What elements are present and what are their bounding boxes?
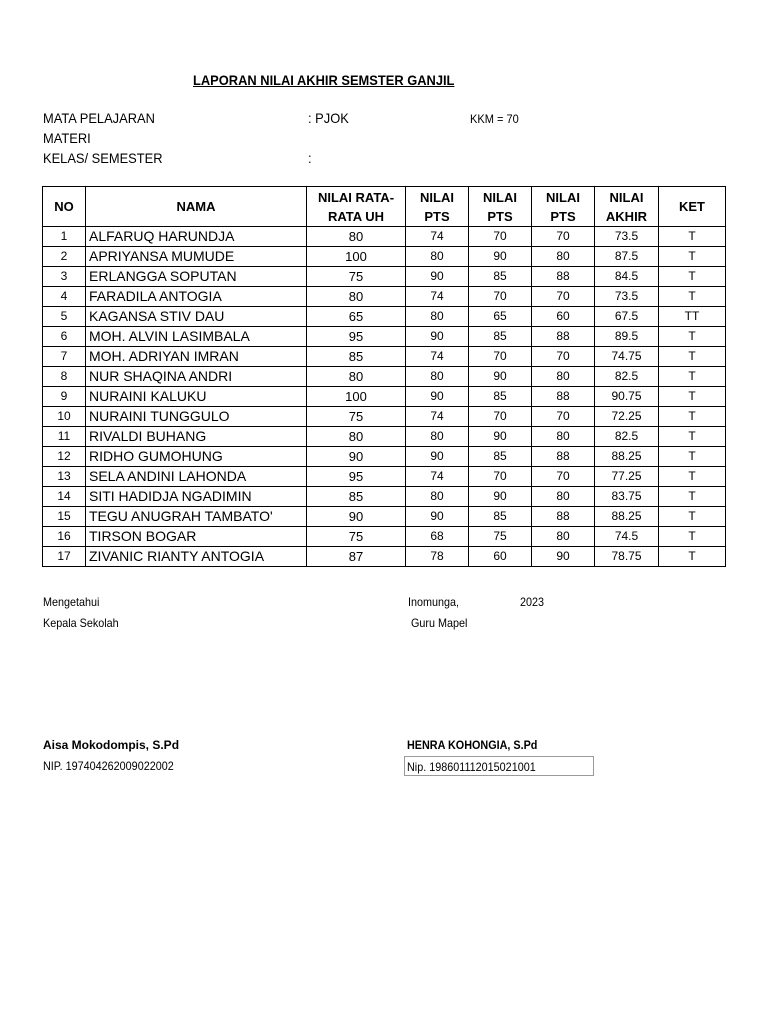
cell-nama: MOH. ADRIYAN IMRAN (86, 347, 307, 367)
cell-pts-3: 88 (532, 327, 595, 347)
table-row (43, 287, 726, 307)
cell-no: 5 (43, 307, 86, 327)
cell-pts-3: 88 (532, 267, 595, 287)
cell-pts-3: 60 (532, 307, 595, 327)
cell-nilai-akhir: 73.5 (595, 227, 659, 247)
header-nama: NAMA (86, 187, 307, 227)
table-row (43, 327, 726, 347)
cell-rata-uh: 80 (307, 287, 406, 307)
cell-nilai-akhir: 78.75 (595, 547, 659, 567)
cell-ket: T (659, 407, 726, 427)
cell-nama: ERLANGGA SOPUTAN (86, 267, 307, 287)
cell-nama: MOH. ALVIN LASIMBALA (86, 327, 307, 347)
cell-nilai-akhir: 73.5 (595, 287, 659, 307)
cell-no: 11 (43, 427, 86, 447)
cell-pts-3: 80 (532, 427, 595, 447)
cell-pts-2: 85 (469, 387, 532, 407)
kepala-sekolah-label: Kepala Sekolah (43, 616, 119, 630)
cell-pts-3: 70 (532, 347, 595, 367)
cell-nama: NURAINI TUNGGULO (86, 407, 307, 427)
cell-rata-uh: 95 (307, 327, 406, 347)
cell-no: 16 (43, 527, 86, 547)
cell-pts-3: 80 (532, 527, 595, 547)
cell-nama: ZIVANIC RIANTY ANTOGIA (86, 547, 307, 567)
header-rata: NILAI RATA- RATA UH (307, 187, 406, 227)
cell-pts-2: 70 (469, 287, 532, 307)
cell-pts-3: 70 (532, 407, 595, 427)
cell-nilai-akhir: 88.25 (595, 447, 659, 467)
table-row (43, 227, 726, 247)
cell-ket: T (659, 487, 726, 507)
table-row (43, 507, 726, 527)
cell-pts-2: 85 (469, 507, 532, 527)
cell-no: 14 (43, 487, 86, 507)
cell-pts-1: 80 (406, 487, 469, 507)
cell-pts-2: 85 (469, 447, 532, 467)
cell-ket: T (659, 467, 726, 487)
cell-no: 7 (43, 347, 86, 367)
kkm-value: KKM = 70 (470, 112, 519, 126)
cell-rata-uh: 85 (307, 487, 406, 507)
header-no: NO (43, 187, 86, 227)
cell-nilai-akhir: 77.25 (595, 467, 659, 487)
cell-ket: T (659, 387, 726, 407)
cell-rata-uh: 87 (307, 547, 406, 567)
place-label: Inomunga, (408, 595, 460, 609)
cell-ket: T (659, 327, 726, 347)
cell-rata-uh: 100 (307, 247, 406, 267)
cell-pts-3: 80 (532, 367, 595, 387)
cell-ket: T (659, 447, 726, 467)
cell-nama: TIRSON BOGAR (86, 527, 307, 547)
cell-pts-1: 80 (406, 367, 469, 387)
cell-nama: NURAINI KALUKU (86, 387, 307, 407)
cell-pts-3: 88 (532, 387, 595, 407)
cell-ket: T (659, 227, 726, 247)
cell-ket: T (659, 547, 726, 567)
cell-rata-uh: 75 (307, 267, 406, 287)
cell-nilai-akhir: 87.5 (595, 247, 659, 267)
cell-rata-uh: 80 (307, 367, 406, 387)
cell-no: 1 (43, 227, 86, 247)
year-label: 2023 (520, 595, 545, 609)
cell-pts-3: 80 (532, 487, 595, 507)
guru-mapel-label: Guru Mapel (411, 616, 468, 630)
header-ket: KET (659, 187, 726, 227)
kelas-label: KELAS/ SEMESTER (43, 150, 163, 166)
cell-pts-1: 74 (406, 467, 469, 487)
cell-pts-2: 70 (469, 407, 532, 427)
cell-pts-1: 68 (406, 527, 469, 547)
cell-nilai-akhir: 74.5 (595, 527, 659, 547)
cell-pts-2: 65 (469, 307, 532, 327)
cell-pts-1: 90 (406, 327, 469, 347)
cell-rata-uh: 65 (307, 307, 406, 327)
cell-pts-2: 70 (469, 347, 532, 367)
cell-rata-uh: 75 (307, 527, 406, 547)
cell-ket: TT (659, 307, 726, 327)
report-title: LAPORAN NILAI AKHIR SEMSTER GANJIL (193, 72, 455, 88)
mapel-value: : PJOK (308, 110, 349, 126)
cell-ket: T (659, 347, 726, 367)
cell-pts-2: 85 (469, 327, 532, 347)
cell-nilai-akhir: 72.25 (595, 407, 659, 427)
cell-nilai-akhir: 82.5 (595, 427, 659, 447)
cell-pts-1: 74 (406, 287, 469, 307)
cell-ket: T (659, 507, 726, 527)
cell-rata-uh: 100 (307, 387, 406, 407)
cell-pts-2: 85 (469, 267, 532, 287)
kelas-value: : (308, 150, 312, 166)
cell-pts-1: 80 (406, 247, 469, 267)
table-header-row (43, 187, 726, 227)
mengetahui-label: Mengetahui (43, 595, 100, 609)
cell-no: 6 (43, 327, 86, 347)
header-akhir: NILAI AKHIR (595, 187, 659, 227)
cell-rata-uh: 75 (307, 407, 406, 427)
cell-rata-uh: 95 (307, 467, 406, 487)
cell-pts-3: 88 (532, 507, 595, 527)
table-row (43, 407, 726, 427)
cell-no: 4 (43, 287, 86, 307)
cell-pts-3: 88 (532, 447, 595, 467)
cell-pts-2: 60 (469, 547, 532, 567)
header-pts-2: NILAI PTS (469, 187, 532, 227)
cell-no: 12 (43, 447, 86, 467)
cell-pts-1: 90 (406, 387, 469, 407)
cell-nilai-akhir: 88.25 (595, 507, 659, 527)
cell-pts-3: 90 (532, 547, 595, 567)
cell-ket: T (659, 427, 726, 447)
cell-pts-1: 90 (406, 447, 469, 467)
table-row (43, 387, 726, 407)
cell-no: 2 (43, 247, 86, 267)
cell-pts-2: 75 (469, 527, 532, 547)
cell-ket: T (659, 527, 726, 547)
kepala-sekolah-nip: NIP. 197404262009022002 (43, 759, 174, 773)
cell-rata-uh: 80 (307, 227, 406, 247)
cell-ket: T (659, 247, 726, 267)
table-row (43, 447, 726, 467)
cell-rata-uh: 90 (307, 447, 406, 467)
cell-pts-1: 74 (406, 227, 469, 247)
cell-no: 10 (43, 407, 86, 427)
cell-pts-2: 90 (469, 487, 532, 507)
cell-ket: T (659, 287, 726, 307)
cell-nama: RIDHO GUMOHUNG (86, 447, 307, 467)
header-pts-1: NILAI PTS (406, 187, 469, 227)
table-row (43, 267, 726, 287)
cell-rata-uh: 80 (307, 427, 406, 447)
cell-pts-2: 70 (469, 467, 532, 487)
table-row (43, 427, 726, 447)
cell-no: 8 (43, 367, 86, 387)
cell-pts-1: 78 (406, 547, 469, 567)
cell-nama: TEGU ANUGRAH TAMBATO' (86, 507, 307, 527)
cell-nama: SITI HADIDJA NGADIMIN (86, 487, 307, 507)
table-row (43, 527, 726, 547)
cell-no: 17 (43, 547, 86, 567)
cell-nilai-akhir: 89.5 (595, 327, 659, 347)
mapel-label: MATA PELAJARAN (43, 110, 155, 126)
cell-pts-1: 74 (406, 347, 469, 367)
cell-no: 9 (43, 387, 86, 407)
cell-pts-1: 74 (406, 407, 469, 427)
cell-pts-3: 70 (532, 467, 595, 487)
cell-no: 13 (43, 467, 86, 487)
cell-pts-2: 90 (469, 247, 532, 267)
table-row (43, 347, 726, 367)
header-pts-3: NILAI PTS (532, 187, 595, 227)
guru-mapel-nip: Nip. 198601112015021001 (407, 760, 536, 774)
cell-pts-1: 90 (406, 267, 469, 287)
cell-nilai-akhir: 67.5 (595, 307, 659, 327)
cell-pts-1: 90 (406, 507, 469, 527)
grades-body (43, 227, 726, 567)
cell-pts-2: 90 (469, 367, 532, 387)
cell-pts-3: 70 (532, 227, 595, 247)
cell-nilai-akhir: 74.75 (595, 347, 659, 367)
guru-mapel-name: HENRA KOHONGIA, S.Pd (407, 738, 538, 752)
cell-pts-2: 70 (469, 227, 532, 247)
table-row (43, 487, 726, 507)
cell-no: 15 (43, 507, 86, 527)
cell-rata-uh: 85 (307, 347, 406, 367)
materi-label: MATERI (43, 130, 91, 146)
cell-nama: RIVALDI BUHANG (86, 427, 307, 447)
cell-nama: NUR SHAQINA ANDRI (86, 367, 307, 387)
cell-pts-1: 80 (406, 427, 469, 447)
table-row (43, 307, 726, 327)
table-row (43, 547, 726, 567)
cell-nama: SELA ANDINI LAHONDA (86, 467, 307, 487)
table-row (43, 467, 726, 487)
cell-nama: APRIYANSA MUMUDE (86, 247, 307, 267)
cell-pts-2: 90 (469, 427, 532, 447)
cell-nilai-akhir: 82.5 (595, 367, 659, 387)
cell-ket: T (659, 267, 726, 287)
cell-nama: FARADILA ANTOGIA (86, 287, 307, 307)
cell-nama: KAGANSA STIV DAU (86, 307, 307, 327)
cell-pts-1: 80 (406, 307, 469, 327)
cell-nilai-akhir: 84.5 (595, 267, 659, 287)
cell-ket: T (659, 367, 726, 387)
cell-rata-uh: 90 (307, 507, 406, 527)
grades-table (42, 186, 726, 567)
cell-pts-3: 80 (532, 247, 595, 267)
table-row (43, 247, 726, 267)
table-row (43, 367, 726, 387)
cell-nama: ALFARUQ HARUNDJA (86, 227, 307, 247)
cell-no: 3 (43, 267, 86, 287)
cell-nilai-akhir: 83.75 (595, 487, 659, 507)
kepala-sekolah-name: Aisa Mokodompis, S.Pd (43, 738, 180, 752)
cell-pts-3: 70 (532, 287, 595, 307)
cell-nilai-akhir: 90.75 (595, 387, 659, 407)
